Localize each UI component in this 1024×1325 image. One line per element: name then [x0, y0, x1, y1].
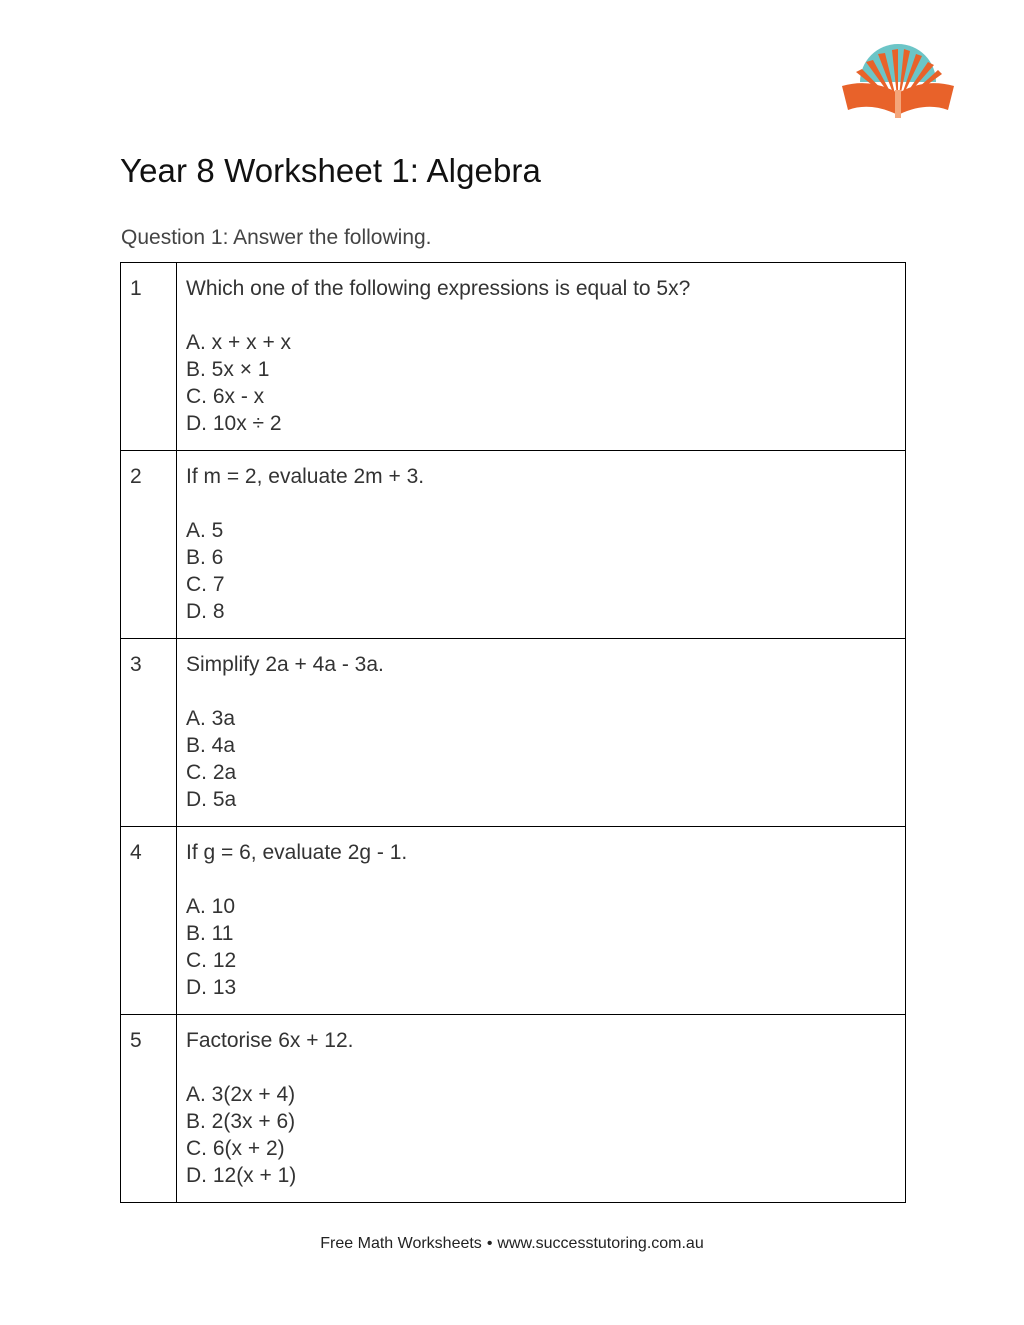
answer-option: B. 11: [186, 922, 234, 945]
question-row: [121, 1015, 906, 1203]
question-number: 2: [121, 451, 177, 639]
footer-label: Free Math Worksheets: [320, 1235, 482, 1252]
question-heading: Question 1: Answer the following.: [121, 226, 432, 249]
question-number: 4: [121, 827, 177, 1015]
question-text: Factorise 6x + 12.: [186, 1029, 354, 1052]
question-number: 5: [121, 1015, 177, 1203]
logo-spine: [895, 90, 901, 118]
answer-option: C. 2a: [186, 761, 237, 784]
question-row: [121, 827, 906, 1015]
question-number: 1: [121, 263, 177, 451]
answer-option: D. 10x ÷ 2: [186, 412, 282, 435]
question-content: [177, 263, 906, 451]
answer-option: B. 2(3x + 6): [186, 1110, 296, 1133]
question-content: [177, 1015, 906, 1203]
question-text: Which one of the following expressions is equal to 5x?: [186, 277, 691, 300]
answer-option: C. 6(x + 2): [186, 1137, 285, 1160]
answer-option: D. 8: [186, 600, 225, 623]
answer-option: A. x + x + x: [186, 331, 292, 354]
answer-option: C. 12: [186, 949, 237, 972]
answer-option: A. 10: [186, 895, 236, 918]
question-text: If g = 6, evaluate 2g - 1.: [186, 841, 408, 864]
answer-option: C. 7: [186, 573, 225, 596]
question-content: [177, 451, 906, 639]
answer-option: B. 4a: [186, 734, 236, 757]
questions-table: [120, 262, 906, 1203]
page-title: Year 8 Worksheet 1: Algebra: [120, 152, 541, 189]
open-book-sunrise-icon: [838, 44, 958, 120]
answer-option: B. 5x × 1: [186, 358, 270, 381]
answer-option: A. 3a: [186, 707, 236, 730]
question-content: [177, 827, 906, 1015]
answer-option: A. 5: [186, 519, 224, 542]
question-text: If m = 2, evaluate 2m + 3.: [186, 465, 425, 488]
answer-option: C. 6x - x: [186, 385, 265, 408]
question-row: [121, 263, 906, 451]
answer-option: A. 3(2x + 4): [186, 1083, 296, 1106]
footer-url[interactable]: www.successtutoring.com.au: [497, 1235, 704, 1252]
answer-option: D. 12(x + 1): [186, 1164, 297, 1187]
answer-option: B. 6: [186, 546, 224, 569]
answer-option: D. 5a: [186, 788, 237, 811]
footer-separator: •: [486, 1235, 493, 1252]
answer-option: D. 13: [186, 976, 237, 999]
question-row: [121, 451, 906, 639]
question-text: Simplify 2a + 4a - 3a.: [186, 653, 384, 676]
question-number: 3: [121, 639, 177, 827]
footer: [0, 1235, 1024, 1253]
question-row: [121, 639, 906, 827]
question-content: [177, 639, 906, 827]
